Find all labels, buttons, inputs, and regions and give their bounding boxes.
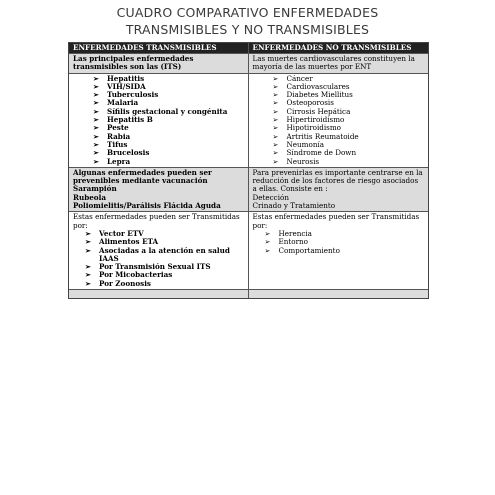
transmisible-disease-item-label: Rabia [107,131,131,141]
bullet-arrow-icon: ➢ [92,73,99,83]
bullet-arrow-icon: ➢ [84,270,91,280]
bullet-arrow-icon: ➢ [92,115,99,125]
bullet-arrow-icon: ➢ [272,106,279,116]
no-transmisible-disease-item-label: Cirrosis Hepática [286,106,351,116]
no-transmisible-disease-item-label: Osteoporosis [286,98,334,108]
bullet-arrow-icon: ➢ [272,73,279,83]
prevention-cell [249,168,429,211]
header-no-transmisibles: ENFERMEDADES NO TRANSMISIBLES [252,43,412,52]
no-transmisibles-list-cell [249,74,429,167]
bullet-arrow-icon: ➢ [84,245,91,255]
table-row-prevention [69,167,428,211]
prevention-line: Detección [252,192,289,202]
risk-factor-item-label: Comportamiento [278,245,340,255]
bullet-arrow-icon: ➢ [92,81,99,91]
transmission-route-item-label: Por Transmisión Sexual ITS [99,262,211,272]
transmission-right-cell [249,212,429,289]
transmisible-disease-item-label: Hepatitis [107,73,145,83]
no-transmisible-disease-item-label: Hipertiroidismo [286,115,345,125]
page-title-line-1: CUADRO COMPARATIVO ENFERMEDADES [116,5,379,20]
transmission-route-item [73,280,244,288]
transmission-route-item-label: Vector ETV [99,228,144,238]
risk-factor-item [253,247,425,255]
no-transmisible-disease-item-label: Cáncer [286,73,313,83]
header-transmisibles: ENFERMEDADES TRANSMISIBLES [69,43,249,53]
no-transmisible-disease-item-label: Hipotiroidismo [286,123,341,133]
bullet-arrow-icon: ➢ [272,123,279,133]
bullet-arrow-icon: ➢ [264,228,271,238]
transmisible-disease-item-label: Malaria [107,98,139,108]
bullet-arrow-icon: ➢ [264,245,271,255]
transmisibles-intro: Las principales enfermedades transmisibles son las (ITS) [69,54,249,73]
vaccination-line: Poliomielitis/Parálisis Flácida Aguda [73,201,221,211]
bullet-arrow-icon: ➢ [92,131,99,141]
no-transmisible-disease-item-label: Cardiovasculares [286,81,350,91]
transmission-route-item-label: Por Zoonosis [99,278,151,288]
transmisible-disease-item [73,158,244,166]
comparison-table [68,42,429,299]
prevention-line: Para prevenirlas es importante centrarse en la reducción de los factores de riesgo asociados a ellas. Consiste en : [252,167,423,194]
no-transmisible-disease-item-label: Neurosis [286,156,320,166]
bullet-arrow-icon: ➢ [84,278,91,288]
transmisible-disease-item-label: VIH/SIDA [107,81,146,91]
bullet-arrow-icon: ➢ [272,98,279,108]
bullet-arrow-icon: ➢ [92,156,99,166]
bullet-arrow-icon: ➢ [92,148,99,158]
transmisibles-list [73,75,244,166]
table-row-transmission [69,211,428,289]
no-transmisible-disease-item-label: Artritis Reumatoide [286,131,359,141]
bullet-arrow-icon: ➢ [272,131,279,141]
table-header-row [69,43,428,53]
transmission-route-item-label: Por Micobacterias [99,270,173,280]
transmisible-disease-item-label: Lepra [107,156,131,166]
vaccination-line: Rubeola [73,192,106,202]
transmission-route-item-label: Alimentos ETA [99,237,159,247]
bullet-arrow-icon: ➢ [272,90,279,100]
bullet-arrow-icon: ➢ [92,123,99,133]
transmisible-disease-item-label: Tuberculosis [107,90,159,100]
no-transmisible-disease-item-label: Neumonía [286,139,325,149]
no-transmisible-disease-item-label: Síndrome de Down [286,148,357,158]
no-transmisible-disease-item [253,158,425,166]
vaccination-line: Algunas enfermedades pueden ser prevenibles mediante vacunación [73,167,212,186]
transmission-right-list [253,230,425,255]
transmisible-disease-item-label: Peste [107,123,129,133]
risk-factor-item-label: Herencia [278,228,312,238]
bullet-arrow-icon: ➢ [84,228,91,238]
bullet-arrow-icon: ➢ [92,106,99,116]
transmisible-disease-item-label: Hepatitis B [107,115,153,125]
transmisible-disease-item-label: Tifus [107,139,128,149]
bullet-arrow-icon: ➢ [272,81,279,91]
page-title-line-2: TRANSMISIBLES Y NO TRANSMISIBLES [125,22,370,37]
bullet-arrow-icon: ➢ [272,148,279,158]
table-row-diseases [69,73,428,167]
transmission-left-cell [69,212,249,289]
bullet-arrow-icon: ➢ [84,237,91,247]
transmission-route-item [73,247,244,264]
risk-factor-item-label: Entorno [278,237,308,247]
bullet-arrow-icon: ➢ [264,237,271,247]
no-transmisibles-list [253,75,425,166]
transmission-right-intro: Estas enfermedades pueden ser Transmitidas por: [252,212,420,230]
bullet-arrow-icon: ➢ [272,156,279,166]
bullet-arrow-icon: ➢ [92,139,99,149]
bullet-arrow-icon: ➢ [84,262,91,272]
table-empty-footer-row [69,289,428,298]
no-transmisible-disease-item-label: Diabetes Miellitus [286,90,353,100]
vaccination-line: Sarampión [73,184,117,194]
table-row-intro [69,53,428,73]
bullet-arrow-icon: ➢ [92,90,99,100]
transmisibles-list-cell [69,74,249,167]
transmisible-disease-item-label: Sífilis gestacional y congénita [107,106,228,116]
transmisible-disease-item-label: Brucelosis [107,148,150,158]
transmission-left-list [73,230,244,288]
prevention-line: Crinado y Tratamiento [252,201,336,211]
vaccination-cell [69,168,249,211]
transmission-left-intro: Estas enfermedades pueden ser Transmitidas por: [73,212,240,230]
transmission-route-item-label: Asociadas a la atención en salud IAAS [99,245,230,263]
bullet-arrow-icon: ➢ [272,115,279,125]
footer-right-cell [249,290,429,298]
bullet-arrow-icon: ➢ [272,139,279,149]
footer-left-cell [69,290,249,298]
bullet-arrow-icon: ➢ [92,98,99,108]
no-transmisibles-intro: Las muertes cardiovasculares constituyen la mayoría de las muertes por ENT [252,54,415,72]
